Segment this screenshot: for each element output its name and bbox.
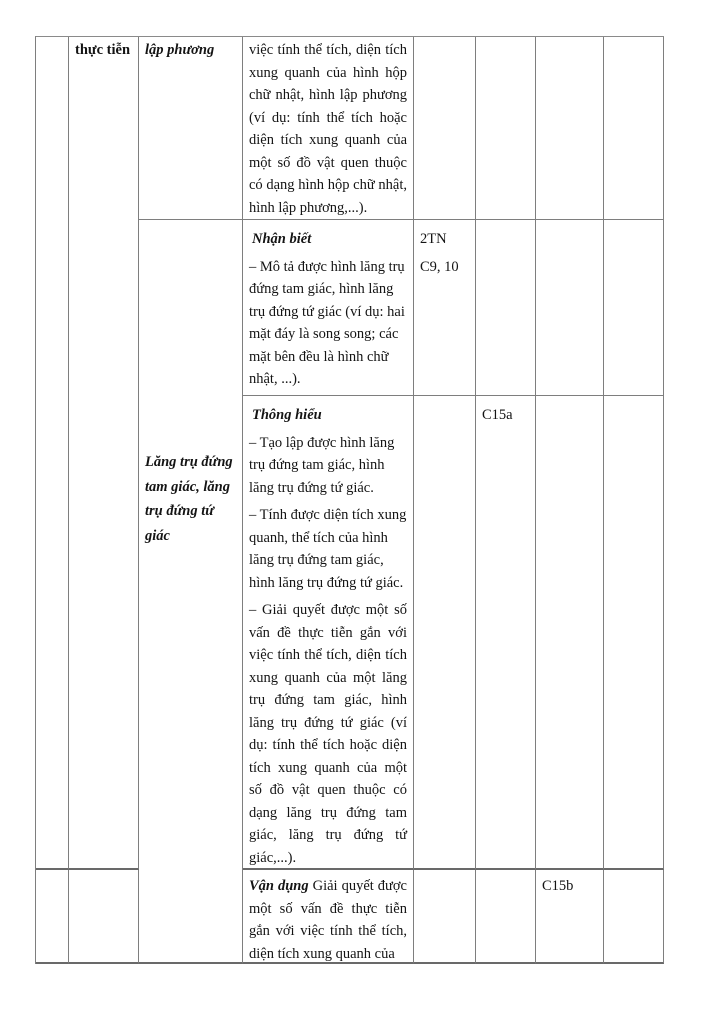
cell-van-dung-code [536, 870, 604, 964]
cell-topic-lap-phuong [139, 37, 243, 220]
topic-lap-phuong-text: lập phương [145, 42, 215, 58]
empty-cell [604, 220, 664, 396]
topic-lang-tru-text: Lăng trụ đứng tam giác, lăng trụ đứng tứ giác [145, 454, 233, 544]
requirement-item: – Mô tả được hình lăng trụ đứng tam giác, hình lăng trụ đứng tứ giác (ví dụ: hai mặt đáy là song song; các mặt bên đều là hình chữ nhật, ...). [249, 258, 405, 387]
empty-cell [414, 396, 476, 870]
empty-cell [536, 37, 604, 220]
empty-cell [69, 870, 139, 964]
cell-van-dung [243, 870, 414, 964]
requirement-item: – Tính được diện tích xung quanh, thể tích của hình lăng trụ đứng tam giác, hình lăng trụ đứng tứ giác. [249, 507, 407, 591]
empty-cell [536, 220, 604, 396]
competency-tail-text: thực tiễn [75, 42, 131, 58]
empty-cell [476, 220, 536, 396]
cell-nhan-biet-codes [414, 220, 476, 396]
empty-cell [604, 870, 664, 964]
cell-nhan-biet [243, 220, 414, 396]
cell-competency-tail [69, 37, 139, 870]
level-heading-van-dung: Vận dụng [249, 878, 309, 894]
empty-gutter-cell [36, 870, 69, 964]
empty-gutter-cell [36, 37, 69, 870]
empty-cell [604, 37, 664, 220]
requirement-item: – Tạo lập được hình lăng trụ đứng tam giác, hình lăng trụ đứng tứ giác. [249, 434, 395, 496]
requirement-item: – Giải quyết được một số vấn đề thực tiễn gắn với việc tính thể tích, diện tích xung quanh của một lăng trụ đứng tam giác, hình lăng trụ đứng tứ giác (ví dụ: tính thể tích hoặc diện tích xung quanh của một số đồ vật quen thuộc có dạng lăng trụ đứng tam giác, lăng trụ đứng tứ giác,...). [249, 602, 407, 866]
empty-cell [536, 396, 604, 870]
level-heading-nhan-biet: Nhận biết [252, 231, 312, 247]
cell-topic-lang-tru [139, 220, 243, 964]
van-dung-paragraph [249, 875, 407, 964]
requirement-continuation-text: việc tính thể tích, diện tích xung quanh của hình hộp chữ nhật, hình lập phương (ví dụ: tính thể tích hoặc diện tích xung quanh của một số đồ vật quen thuộc có dạng hình hộp chữ nhật, hình lập phương,...). [249, 42, 407, 216]
empty-cell [476, 870, 536, 964]
empty-cell [604, 396, 664, 870]
assessment-matrix-table [35, 36, 664, 964]
tn-count: 2TN [420, 231, 447, 247]
question-codes: C9, 10 [420, 258, 459, 275]
question-codes: C15b [542, 878, 574, 894]
empty-cell [414, 870, 476, 964]
question-codes: C15a [482, 407, 513, 423]
empty-cell [476, 37, 536, 220]
cell-requirement-continuation [243, 37, 414, 220]
cell-thong-hieu-code [476, 396, 536, 870]
requirement-text: Giải quyết được một số vấn đề thực tiễn gắn với việc tính thể tích, diện tích xung quanh của [249, 878, 407, 962]
level-heading-thong-hieu: Thông hiểu [252, 407, 322, 423]
cell-thong-hieu [243, 396, 414, 870]
empty-cell [414, 37, 476, 220]
